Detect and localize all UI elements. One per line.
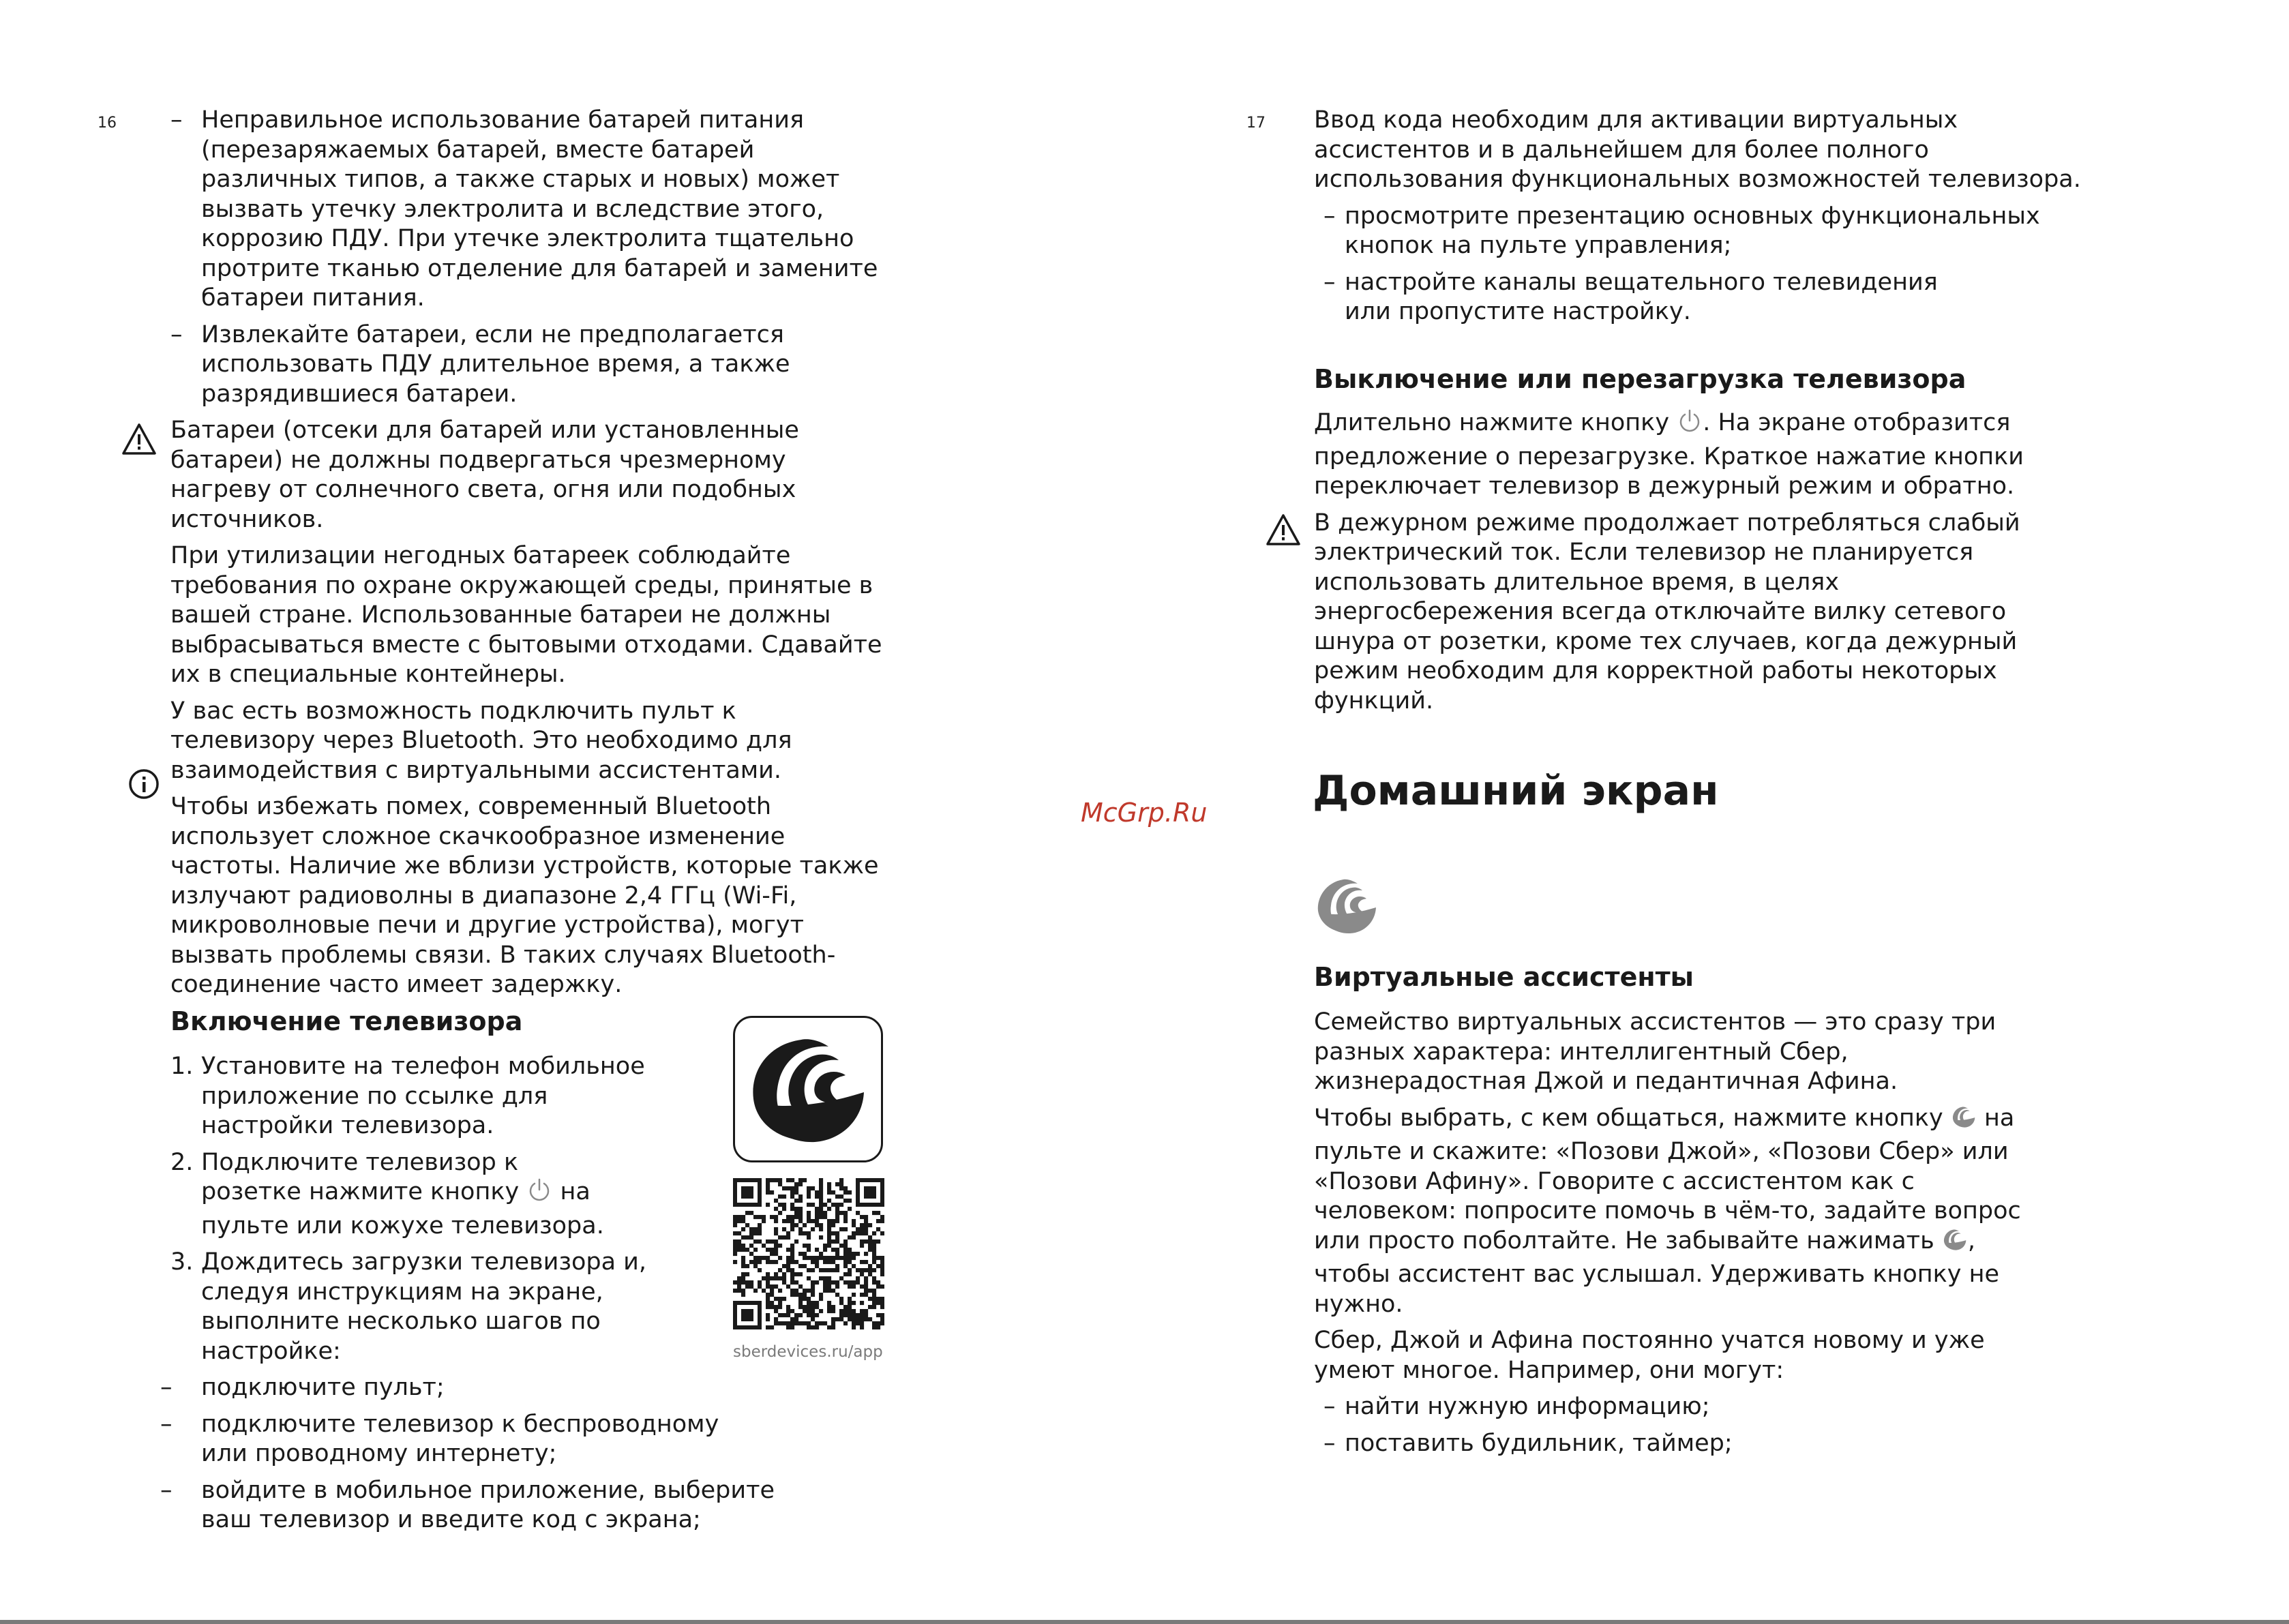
page-number-right: 17 xyxy=(1246,115,1266,132)
list-item: – настройте каналы вещательного телевидения или пропустите настройку. xyxy=(1323,268,1938,325)
choose-text: Чтобы выбрать, с кем общаться, нажмите кнопку на пульте и скажите: «Позови Джой», «Позови Сбер» или «Позови Афину». Говорите с ассистентом как с человеком: попросите помочь в чём-то, задайте вопрос или просто поболтайте. Не забывайте нажимать , чтобы ассистент вас услышал. Удерживать кнопку не нужно. xyxy=(1314,1104,2021,1318)
power-icon xyxy=(1677,408,1703,442)
power-icon xyxy=(526,1177,552,1212)
list-item: – поставить будильник, таймер; xyxy=(1323,1429,1733,1457)
info-icon xyxy=(128,768,160,809)
list-item: 2. Подключите телевизор к розетке нажмите кнопку на пульте или кожухе телевизора. xyxy=(170,1148,604,1239)
app-logo xyxy=(733,1016,883,1162)
info-text: Чтобы избежать помех, современный Bluetooth использует сложное скачкообразное изменение частоты. Наличие же вблизи устройств, которые также излучают радиоволны в диапазоне 2,4 ГГц (Wi-Fi, микроволновые печи и другие устройства), могут вызвать проблемы связи. В таких случаях Bluetooth-соединение часто имеет задержку. xyxy=(170,793,879,998)
family-text: Семейство виртуальных ассистентов — это сразу три разных характера: интеллигентный Сбер, жизнерадостная Джой и педантичная Афина. xyxy=(1314,1008,1996,1095)
list-item: – просмотрите презентацию основных функциональных кнопок на пульте управления; xyxy=(1323,202,2040,259)
qr-caption: sberdevices.ru/app xyxy=(733,1343,883,1361)
warning-text: Батареи (отсеки для батарей или установленные батареи) не должны подвергаться чрезмерному нагреву от солнечного света, огня или подобных источников. xyxy=(170,417,799,533)
power-on-section xyxy=(160,1006,784,1542)
assistants-heading: Виртуальные ассистенты xyxy=(1314,962,1694,992)
assistant-icon xyxy=(1313,871,1381,939)
page-divider xyxy=(0,1620,2289,1624)
list-item: – войдите в мобильное приложение, выберите ваш телевизор и введите код с экрана; xyxy=(160,1476,775,1533)
list-item: – Неправильное использование батарей питания (перезаряжаемых батарей, вместе батарей различных типов, а также старых и новых) может вызвать утечку электролита и вследствие этого, коррозию ПДУ. При утечке электролита тщательно протрите тканью отделение для батарей и замените батареи питания. xyxy=(170,106,878,312)
warning-icon xyxy=(121,423,157,464)
list-item: 1. Установите на телефон мобильное приложение по ссылке для настройки телевизора. xyxy=(170,1053,645,1139)
sber-logo-icon xyxy=(735,1018,881,1160)
list-item: – найти нужную информацию; xyxy=(1323,1393,1710,1420)
code-text: Ввод кода необходим для активации виртуальных ассистентов и в дальнейшем для более полного использования функциональных возможностей телевизора. xyxy=(1314,106,2081,193)
page-number-left: 16 xyxy=(98,115,117,132)
list-item: – подключите телевизор к беспроводному или проводному интернету; xyxy=(160,1410,719,1467)
reboot-text: Длительно нажмите кнопку . На экране отобразится предложение о перезагрузке. Краткое нажатие кнопки переключает телевизор в дежурный режим и обратно. xyxy=(1314,409,2024,500)
watermark: McGrp.Ru xyxy=(1081,798,1208,828)
disposal-text: При утилизации негодных батареек соблюдайте требования по охране окружающей среды, принятые в вашей стране. Использованные батареи не должны выбрасываться вместе с бытовыми отходами. Сдавайте их в специальные контейнеры. xyxy=(170,542,882,688)
left-body xyxy=(170,416,886,1007)
assistants-section xyxy=(1314,961,2057,1465)
list-item: – Извлекайте батареи, если не предполагается использовать ПДУ длительное время, а также разрядившиеся батареи. xyxy=(170,320,790,408)
learn-text: Сбер, Джой и Афина постоянно учатся новому и уже умеют многое. Например, они могут: xyxy=(1314,1327,1985,1384)
home-heading: Домашний экран xyxy=(1313,767,1719,815)
bluetooth-text: У вас есть возможность подключить пульт к телевизору через Bluetooth. Это необходимо для взаимодействия с виртуальными ассистентами. xyxy=(170,697,792,784)
reboot-section xyxy=(1314,363,2057,723)
power-on-heading: Включение телевизора xyxy=(170,1006,523,1036)
warning-icon xyxy=(1266,513,1301,554)
standby-warning: В дежурном режиме продолжает потребляться слабый электрический ток. Если телевизор не планируется использовать длительное время, в целях энергосбережения всегда отключайте вилку сетевого шнура от розетки, кроме тех случаев, когда дежурный режим необходим для корректной работы некоторых функций. xyxy=(1314,509,2020,715)
battery-list xyxy=(170,106,886,416)
qr-code xyxy=(733,1178,884,1329)
list-item: – подключите пульт; xyxy=(160,1374,445,1401)
reboot-heading: Выключение или перезагрузка телевизора xyxy=(1314,364,1966,394)
assistant-button-icon xyxy=(1951,1104,1977,1138)
right-top xyxy=(1314,106,2084,334)
list-item: 3. Дождитесь загрузки телевизора и, следуя инструкциям на экране, выполните несколько шагов по настройке: xyxy=(170,1248,647,1365)
assistant-button-icon xyxy=(1942,1227,1968,1261)
